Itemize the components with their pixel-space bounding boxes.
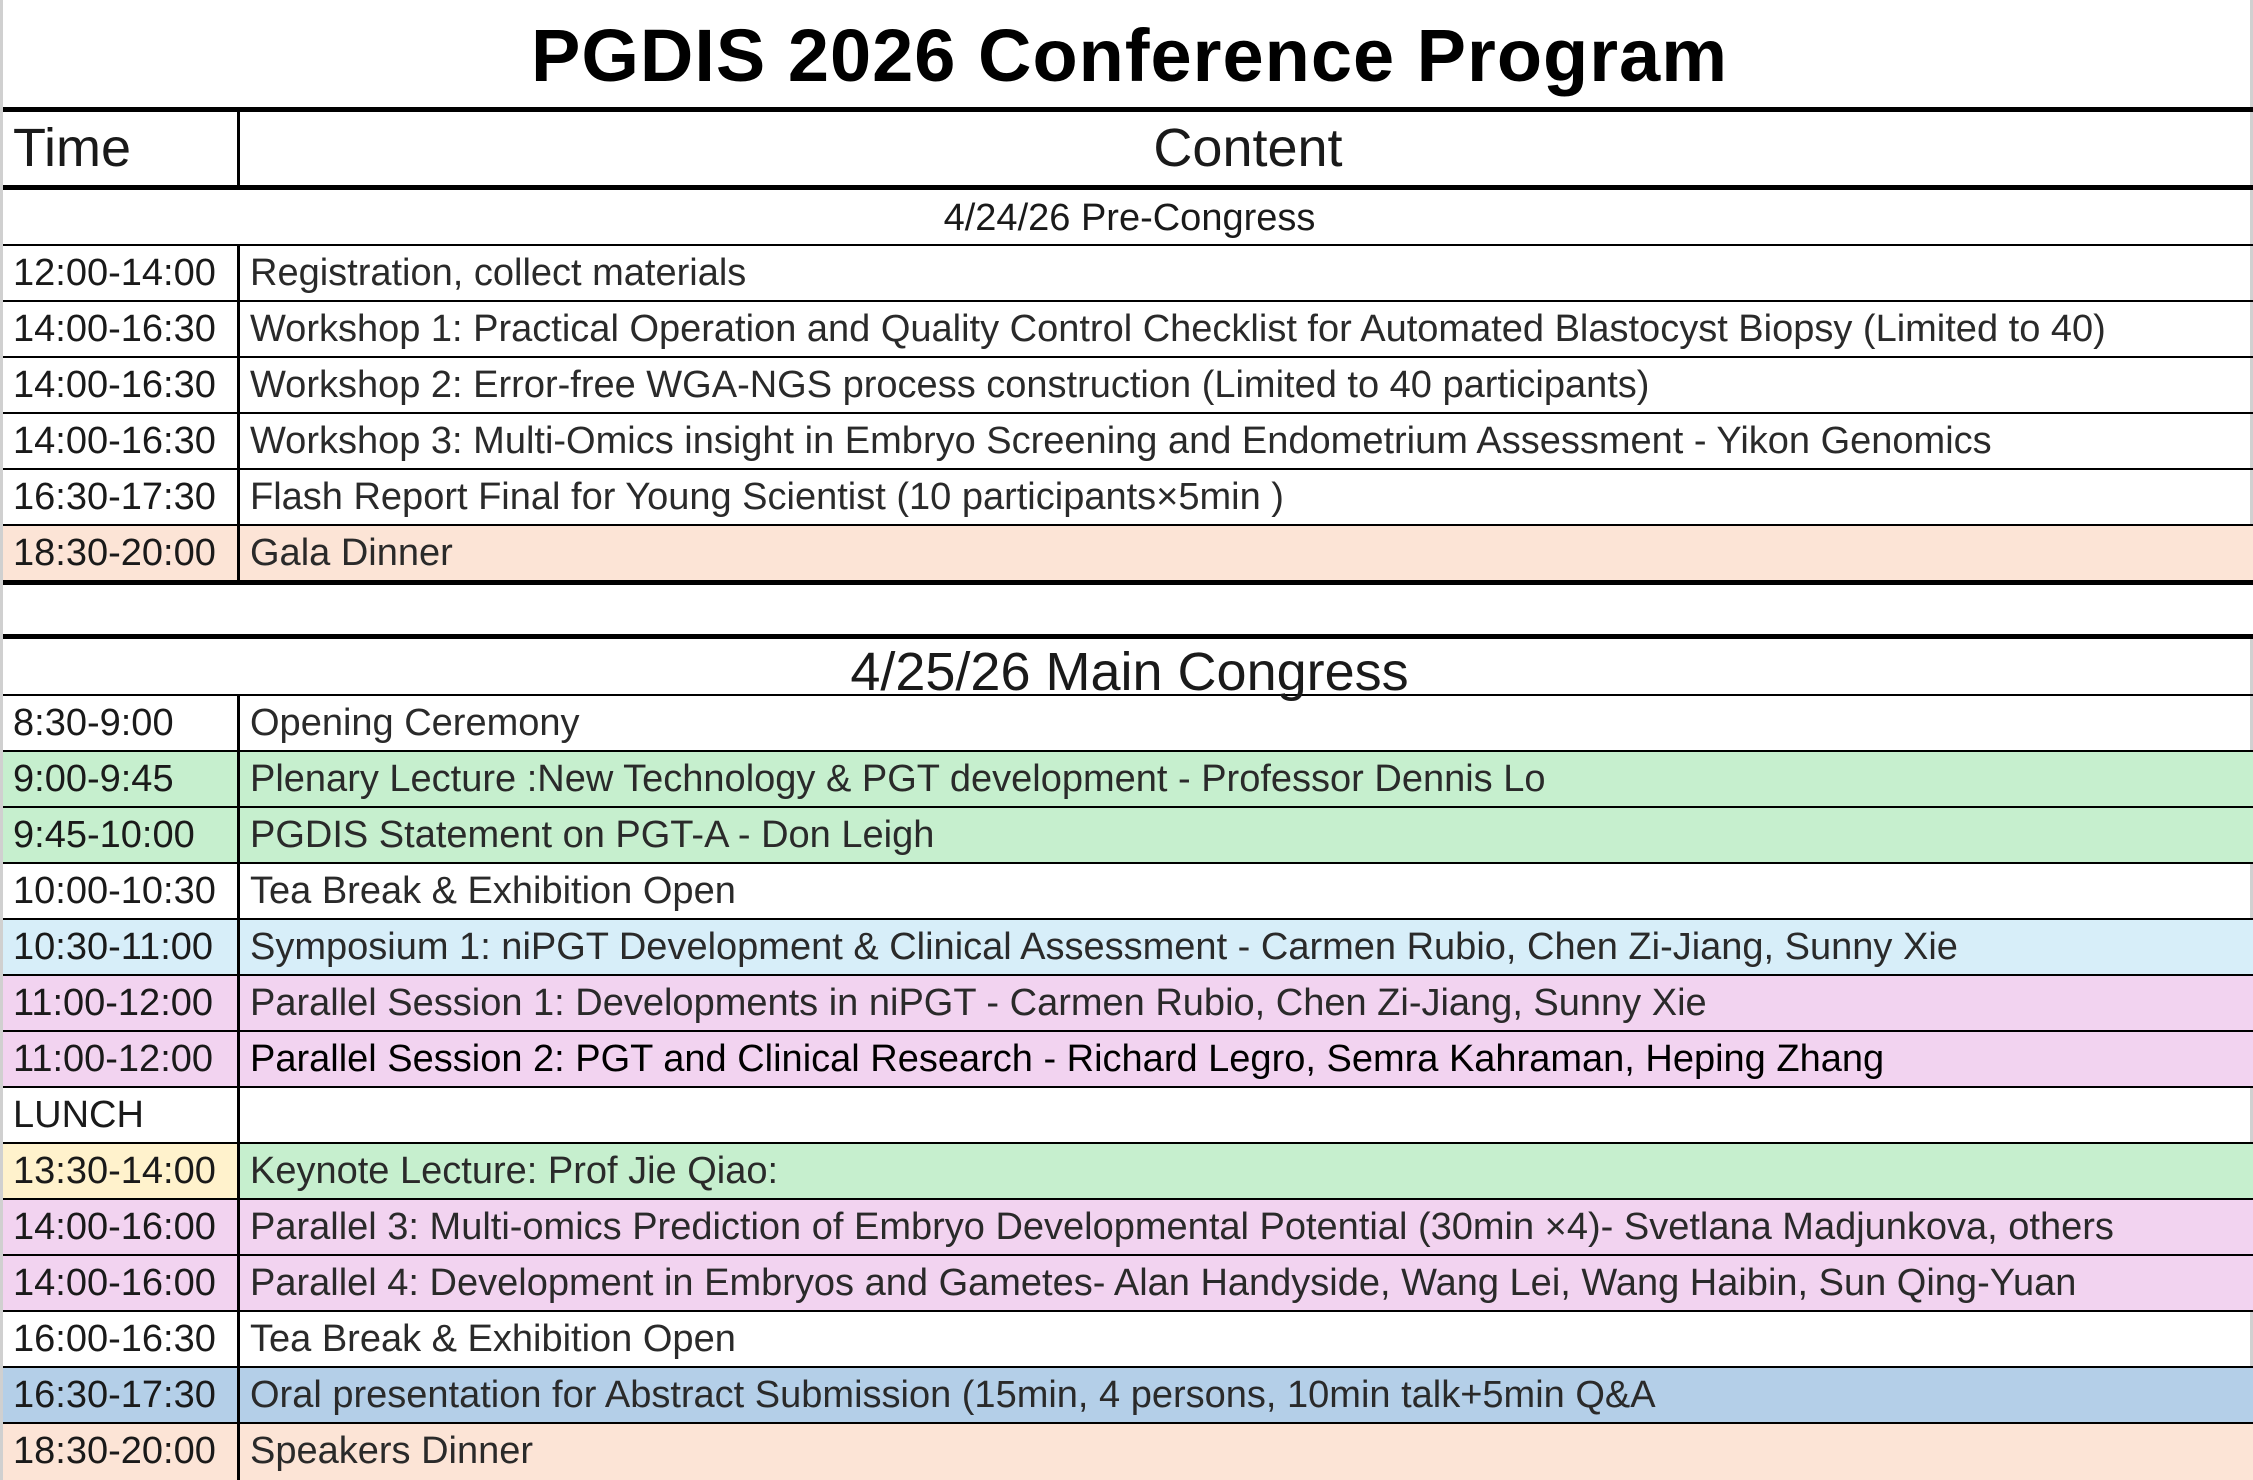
table-row[interactable] [3,470,2253,526]
row-content: Workshop 1: Practical Operation and Quality Control Checklist for Automated Blastocyst Biopsy (Limited to 40) [250,308,2106,350]
table-row[interactable] [3,752,2253,808]
row-time: 11:00-12:00 [3,976,240,1030]
row-content: Tea Break & Exhibition Open [250,870,736,912]
row-content: Flash Report Final for Young Scientist (10 participants×5min ) [250,476,1284,518]
table-row[interactable] [3,864,2253,920]
table-header [3,112,2253,190]
header-time: Time [3,112,240,185]
row-content: Tea Break & Exhibition Open [250,1318,736,1360]
row-content: Plenary Lecture :New Technology & PGT development - Professor Dennis Lo [250,758,1546,800]
row-content: Symposium 1: niPGT Development & Clinical Assessment - Carmen Rubio, Chen Zi-Jiang, Sunny Xie [250,926,1958,968]
precongress-title: 4/24/26 Pre-Congress [3,190,2253,246]
row-time: 12:00-14:00 [3,246,240,300]
row-content: Parallel Session 2: PGT and Clinical Research - Richard Legro, Semra Kahraman, Heping Zhang [250,1038,1885,1080]
page-title: PGDIS 2026 Conference Program [3,0,2253,112]
table-row[interactable] [3,1368,2253,1424]
row-content: PGDIS Statement on PGT-A - Don Leigh [250,814,935,856]
table-row[interactable] [3,414,2253,470]
row-content [240,1088,2253,1142]
table-row[interactable] [3,1312,2253,1368]
table-row[interactable] [3,1088,2253,1144]
row-time: 11:00-12:00 [3,1032,240,1086]
row-content: Workshop 2: Error-free WGA-NGS process construction (Limited to 40 participants) [250,364,1650,406]
row-time: 18:30-20:00 [3,1424,240,1480]
row-time: 10:30-11:00 [3,920,240,974]
row-time: 9:45-10:00 [3,808,240,862]
row-time: 13:30-14:00 [3,1144,240,1198]
table-row[interactable] [3,1256,2253,1312]
table-row[interactable] [3,526,2253,580]
table-row[interactable] [3,1144,2253,1200]
row-content: Oral presentation for Abstract Submission (15min, 4 persons, 10min talk+5min Q&A [250,1374,1656,1416]
row-content: Parallel 3: Multi-omics Prediction of Embryo Developmental Potential (30min ×4)- Svetlana Madjunkova, others [250,1206,2114,1248]
main-congress-rows [3,696,2253,1480]
row-time: 14:00-16:30 [3,414,240,468]
header-content: Content [1153,118,1343,178]
table-row[interactable] [3,696,2253,752]
table-row[interactable] [3,358,2253,414]
table-row[interactable] [3,1200,2253,1256]
row-time: 16:00-16:30 [3,1312,240,1366]
row-content: Parallel 4: Development in Embryos and Gametes- Alan Handyside, Wang Lei, Wang Haibin, Sun Qing-Yuan [250,1262,2077,1304]
main-congress-title: 4/25/26 Main Congress [3,634,2253,696]
row-time: 16:30-17:30 [3,470,240,524]
row-time: 14:00-16:00 [3,1256,240,1310]
table-row[interactable] [3,1032,2253,1088]
row-content: Workshop 3: Multi-Omics insight in Embryo Screening and Endometrium Assessment - Yikon Genomics [250,420,1992,462]
table-row[interactable] [3,302,2253,358]
row-content: Speakers Dinner [250,1430,534,1472]
row-time: 8:30-9:00 [3,696,240,750]
section-gap [3,585,2253,634]
row-time: 14:00-16:30 [3,358,240,412]
row-time: 10:00-10:30 [3,864,240,918]
table-row[interactable] [3,1424,2253,1480]
row-time: 14:00-16:00 [3,1200,240,1254]
table-row[interactable] [3,976,2253,1032]
row-content: Gala Dinner [250,532,453,574]
row-time: 14:00-16:30 [3,302,240,356]
table-row[interactable] [3,246,2253,302]
precongress-rows [3,246,2253,585]
row-time: 16:30-17:30 [3,1368,240,1422]
row-time: 18:30-20:00 [3,526,240,580]
row-time: 9:00-9:45 [3,752,240,806]
table-row[interactable] [3,808,2253,864]
row-content: Keynote Lecture: Prof Jie Qiao: [250,1150,779,1192]
row-time: LUNCH [3,1088,240,1142]
row-content: Opening Ceremony [250,702,580,744]
row-content: Parallel Session 1: Developments in niPGT - Carmen Rubio, Chen Zi-Jiang, Sunny Xie [250,982,1707,1024]
table-row[interactable] [3,920,2253,976]
row-content: Registration, collect materials [250,252,747,294]
